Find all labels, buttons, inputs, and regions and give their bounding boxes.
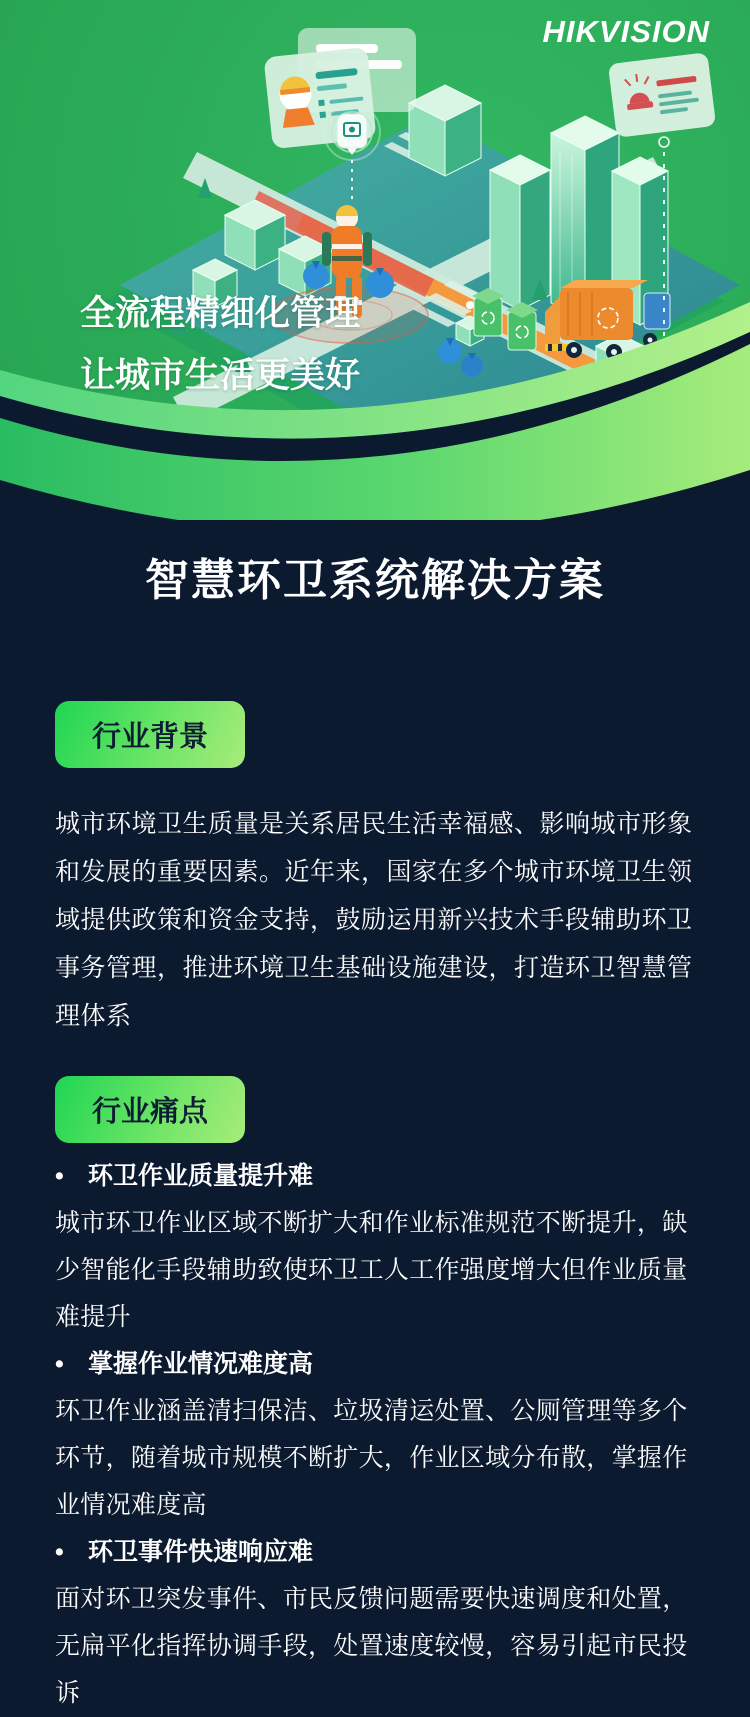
- bullet-icon: •: [55, 1350, 64, 1378]
- hero-tagline-line1: 全流程精细化管理: [80, 294, 361, 333]
- painpoint-list: [55, 1153, 695, 1717]
- hikvision-logo: HIKVISION: [542, 14, 710, 49]
- hero-banner: [0, 0, 750, 520]
- hero-tagline-line2: 让城市生活更美好: [80, 356, 361, 395]
- main-content: [0, 701, 750, 1717]
- painpoint-item-2: [55, 1341, 695, 1529]
- painpoint-title: 环卫事件快速响应难: [88, 1538, 314, 1566]
- hero-bottom-curves: [0, 280, 750, 520]
- page-title: 智慧环卫系统解决方案: [145, 556, 605, 605]
- painpoint-title: 环卫作业质量提升难: [88, 1162, 314, 1190]
- section-badge-industry-painpoints: 行业痛点: [55, 1076, 245, 1143]
- painpoint-item-3: [55, 1529, 695, 1717]
- painpoint-desc: 城市环卫作业区域不断扩大和作业标准规范不断提升，缺少智能化手段辅助致使环卫工人工作强度增大但作业质量难提升: [55, 1209, 688, 1331]
- painpoint-desc: 面对环卫突发事件、市民反馈问题需要快速调度和处置，无扁平化指挥协调手段，处置速度较慢，容易引起市民投诉: [55, 1585, 688, 1707]
- section-badge-industry-background: 行业背景: [55, 701, 245, 768]
- bullet-icon: •: [55, 1538, 64, 1566]
- painpoint-title: 掌握作业情况难度高: [88, 1350, 314, 1378]
- industry-background-paragraph: 城市环境卫生质量是关系居民生活幸福感、影响城市形象和发展的重要因素。近年来，国家在多个城市环境卫生领域提供政策和资金支持，鼓励运用新兴技术手段辅助环卫事务管理，推进环境卫生基础设施建设，打造环卫智慧管理体系: [55, 810, 693, 1030]
- painpoint-item-1: [55, 1153, 695, 1341]
- painpoint-desc: 环卫作业涵盖清扫保洁、垃圾清运处置、公厕管理等多个环节，随着城市规模不断扩大，作业区域分布散，掌握作业情况难度高: [55, 1397, 688, 1519]
- bullet-icon: •: [55, 1162, 64, 1190]
